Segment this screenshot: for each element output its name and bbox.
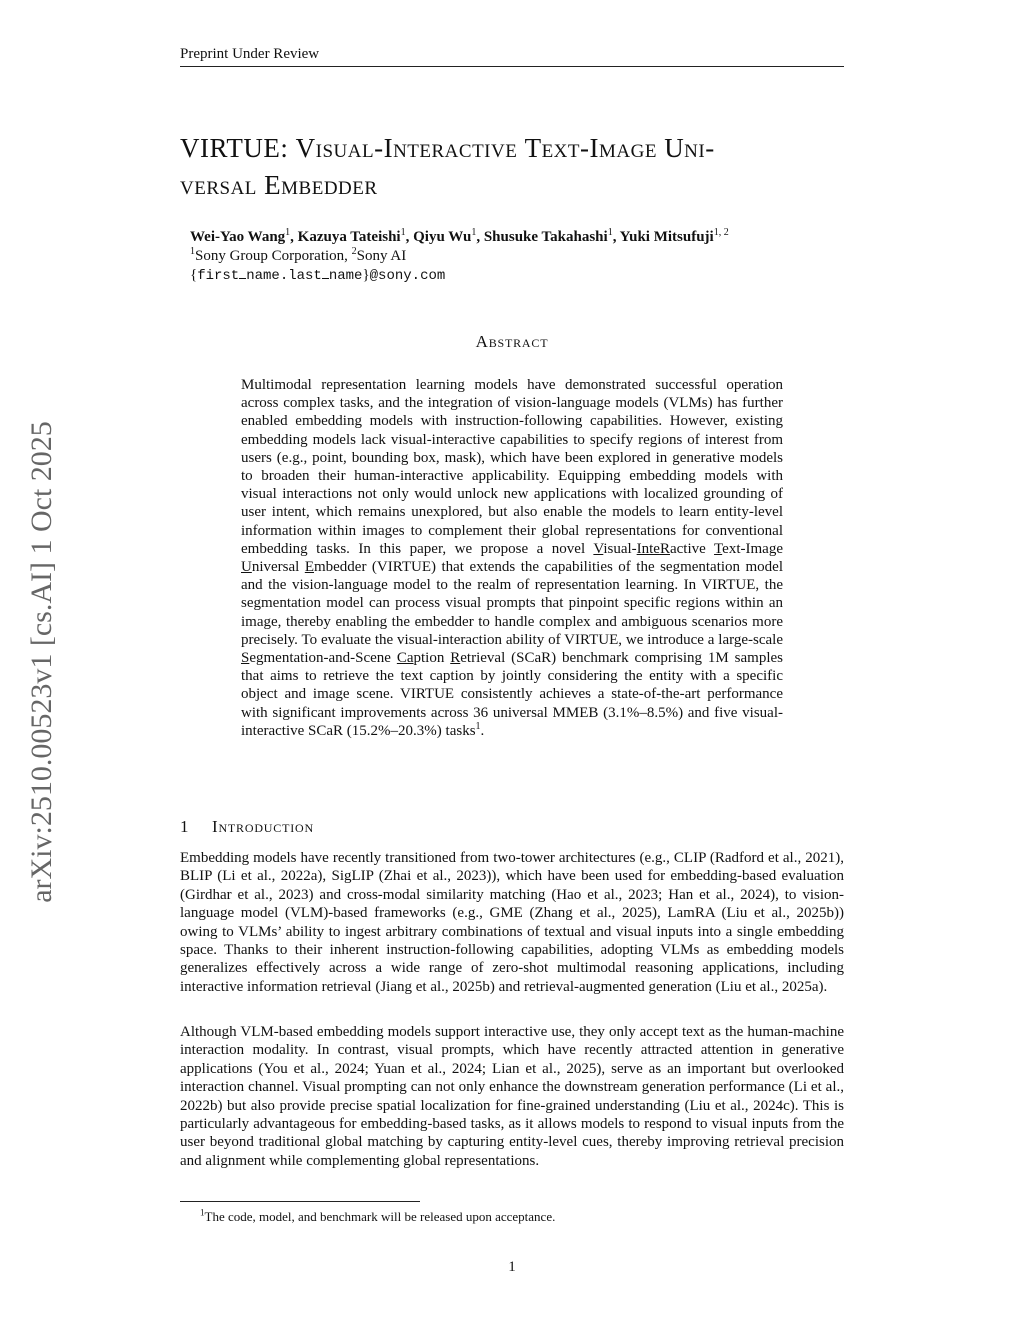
footnote [200, 1208, 844, 1226]
author-name: Yuki Mitsufuji [619, 229, 714, 245]
author-affiliation-mark: 1 [471, 227, 477, 238]
abstract-heading: Abstract [475, 332, 549, 351]
footnote-divider [180, 1201, 420, 1202]
author-name: Shusuke Takahashi [483, 229, 608, 245]
author-list: Wei-Yao Wang$^1$, Kazuya Tateishi$^1$, Qiyu Wu$^1$, Shusuke Takahashi$^1$, Yuki Mitsufuji$^{1, 2}$ [190, 227, 729, 245]
author-affiliation-mark: 1 [400, 227, 406, 238]
running-header [180, 44, 844, 67]
arxiv-identifier-stamp[interactable]: arXiv:2510.00523v1 [cs.AI] 1 Oct 2025 [25, 421, 58, 903]
section-heading-introduction [180, 816, 844, 838]
section-title: Introduction [212, 817, 314, 836]
footnote-text: The code, model, and benchmark will be released upon acceptance. [204, 1209, 556, 1224]
author-affiliation-mark: 1 [285, 227, 291, 238]
contact-email[interactable]: {first name.last name}@sony.com [190, 267, 446, 284]
page-number: 1 [508, 1259, 516, 1275]
footnote-reference[interactable]: 1 [475, 720, 481, 732]
author-affiliation-mark: 1, 2 [713, 227, 729, 238]
running-head-text: Preprint Under Review [180, 46, 320, 62]
abstract-body: Multimodal representation learning models have demonstrated successful operation across complex tasks, and the integration of vision-language models (VLMs) has further enabled embedding models with instruction-following capabilities. However, existing embedding models lack visual-interactive capabilities to specify regions of interest from users (e.g., point, bounding box, mask), which have been explored in generative models to broaden their human-interactive applicability. Equipping embedding models with visual interactions not only would unlock new applications with localized grounding of user intent, which remains unexplored, but also enable the models to learn entity-level information within images to complement their global representations for conventional embedding tasks. In this paper, we propose a novel Visual-InteRactive Text-Image Universal Embedder (VIRTUE) that extends the capabilities of the segmentation model and the vision-language model to the realm of representation learning. In VIRTUE, the segmentation model can process visual prompts that pinpoint specific regions within an image, thereby enabling the embedder to handle complex and ambiguous scenarios more precisely. To evaluate the visual-interaction ability of VIRTUE, we introduce a large-scale Segmentation-and-Scene Caption Retrieval (SCaR) benchmark comprising 1M samples that aims to retrieve the text caption by jointly considering the entity with a specific object and image scene. VIRTUE consistently achieves a state-of-the-art performance with significant improvements across 36 universal MMEB (3.1%–8.5%) and five visual-interactive SCaR (15.2%–20.3%) tasks$^1$. [241, 377, 784, 739]
underscore-mark [322, 275, 329, 279]
section-number: 1 [180, 817, 189, 836]
paper-title: VIRTUE: Visual-Interactive Text-Image Uni- versal Embedder [180, 133, 715, 200]
author-name: Qiyu Wu [413, 229, 472, 245]
author-affiliation-mark: 1 [607, 227, 613, 238]
footnote-mark: 1 [200, 1207, 205, 1218]
body-paragraph: Although VLM-based embedding models support interactive use, they only accept text as the human-machine interaction modality. In contrast, visual prompts, which have recently attracted attention in generative applications (You et al., 2024; Yuan et al., 2024; Lian et al., 2025), serve as an important but overlooked interaction channel. Visual prompting can not only enhance the downstream generation performance (Li et al., 2022b) but also provide precise spatial localization for fine-grained understanding (Liu et al., 2024c). This is particularly advantageous for embedding-based tasks, as it allows models to respond to visual inputs from the user beyond traditional global matching by capturing entity-level cues, thereby improving retrieval precision and alignment while complementing global representations. [180, 1024, 844, 1169]
body-paragraph: Embedding models have recently transitioned from two-tower architectures (e.g., CLIP (Radford et al., 2021), BLIP (Li et al., 2022a), SigLIP (Zhai et al., 2023)), which have been used for embedding-based evaluation (Girdhar et al., 2023) and cross-modal similarity matching (Hao et al., 2023; Han et al., 2024), to vision-language model (VLM)-based frameworks (e.g., GME (Zhang et al., 2025), LamRA (Liu et al., 2025b)) owing to VLMs’ ability to ingest arbitrary combinations of textual and visual inputs into a single embedding space. Thanks to their inherent instruction-following capabilities, adopting VLMs as embedding models generalizes effectively across a wide range of zero-shot multimodal reasoning applications, including interactive information retrieval (Jiang et al., 2025b) and retrieval-augmented generation (Liu et al., 2025a). [180, 850, 844, 995]
author-name: Wei-Yao Wang [190, 229, 286, 245]
affiliations: $^1$Sony Group Corporation, $^2$Sony AI [190, 246, 407, 264]
author-name: Kazuya Tateishi [297, 229, 401, 245]
